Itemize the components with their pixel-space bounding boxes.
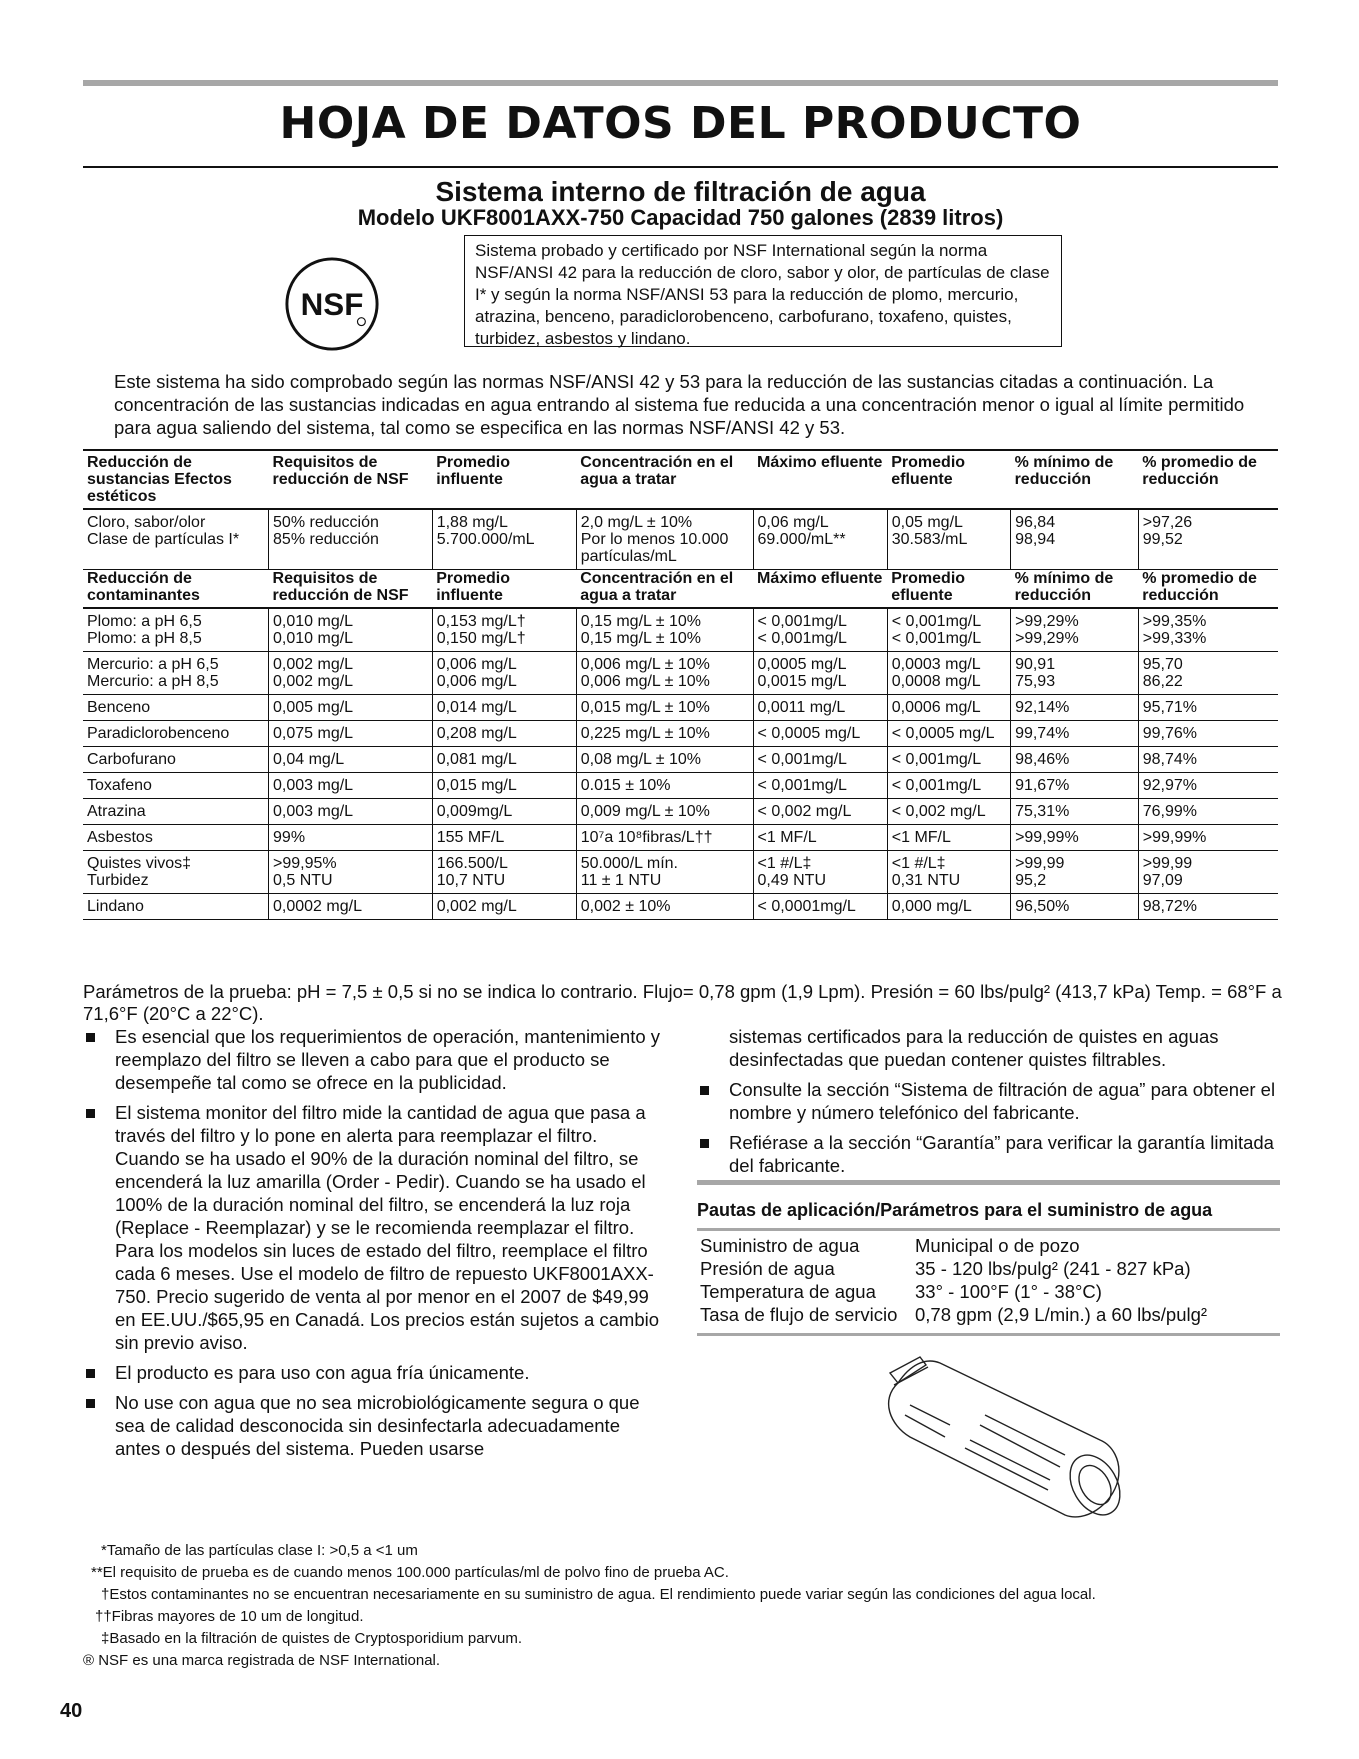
table-cell: < 0,001mg/L xyxy=(753,747,887,773)
table-cell: 98,74% xyxy=(1138,747,1278,773)
model-line: Modelo UKF8001AXX-750 Capacidad 750 galones (2839 litros) xyxy=(357,205,1004,230)
right-column xyxy=(697,1025,1280,1184)
column-header: Promedio efluente xyxy=(887,450,1010,509)
guideline-label: Presión de agua xyxy=(700,1258,835,1279)
table-cell: 0,003 mg/L xyxy=(269,773,433,799)
guideline-value: 35 - 120 lbs/pulg² (241 - 827 kPa) xyxy=(915,1258,1191,1279)
table-cell: 0,002 ± 10% xyxy=(576,894,753,920)
table-row xyxy=(83,509,1278,570)
table-cell: 99% xyxy=(269,825,433,851)
table-cell: Cloro, sabor/olor Clase de partículas I* xyxy=(83,509,269,570)
guideline-label: Tasa de flujo de servicio xyxy=(700,1304,898,1325)
guidelines-bottom-rule xyxy=(697,1333,1280,1336)
table-cell: < 0,0005 mg/L xyxy=(753,721,887,747)
list-item-text: Consulte la sección “Sistema de filtración de agua” para obtener el nombre y número telefónico del fabricante. xyxy=(729,1079,1276,1123)
table-cell: 0,225 mg/L ± 10% xyxy=(576,721,753,747)
table-cell: < 0,001mg/L < 0,001mg/L xyxy=(887,608,1010,652)
list-item xyxy=(83,1361,663,1384)
footnote: **El requisito de prueba es de cuando menos 100.000 partículas/ml de polvo fino de prueba AC. xyxy=(91,1564,729,1581)
table-cell: 0,002 mg/L 0,002 mg/L xyxy=(269,652,433,695)
guideline-row xyxy=(697,1257,1280,1280)
table-cell: 95,70 86,22 xyxy=(1138,652,1278,695)
bullet-square-icon xyxy=(86,1033,95,1042)
table-cell: >97,26 99,52 xyxy=(1138,509,1278,570)
table-cell: 99,76% xyxy=(1138,721,1278,747)
column-header: Máximo efluente xyxy=(753,450,887,509)
table-cell: 0,081 mg/L xyxy=(432,747,576,773)
water-filter-illustration xyxy=(850,1345,1140,1525)
table-cell: 0,009 mg/L ± 10% xyxy=(576,799,753,825)
list-item-text: El sistema monitor del filtro mide la cantidad de agua que pasa a través del filtro y lo pone en alerta para reemplazar el filtro. Cuando se ha usado el 90% de la duración nominal del filtro, se encenderá la luz amarilla (Order - Pedir). Cuando se ha usado el 100% de la duración nominal del filtro, se encenderá la luz roja (Replace - Reemplazar) y se le recomienda reemplazar el filtro. Para los modelos sin luces de estado del filtro, reemplace el filtro cada 6 meses. Use el modelo de filtro de repuesto UKF8001AXX-750. Precio sugerido de venta al por menor en el 2007 de $49,99 en EE.UU./$65,95 en Canadá. Los precios están sujetos a cambio sin previo aviso. xyxy=(115,1102,660,1353)
table-cell: 0,0006 mg/L xyxy=(887,695,1010,721)
table-row xyxy=(83,894,1278,920)
list-item xyxy=(83,1101,663,1354)
guidelines-top-rule xyxy=(697,1180,1280,1185)
table-cell: 50% reducción 85% reducción xyxy=(269,509,433,570)
table-cell: 0,208 mg/L xyxy=(432,721,576,747)
footnote: †Estos contaminantes no se encuentran necesariamente en su suministro de agua. El rendimiento puede variar según las condiciones del agua local. xyxy=(101,1586,1096,1603)
certification-box: Sistema probado y certificado por NSF International según la norma NSF/ANSI 42 para la reducción de cloro, sabor y olor, de partículas de clase I* y según la norma NSF/ANSI 53 para la reducción de plomo, mercurio, atrazina, benceno, paradiclorobenceno, carbofurano, toxafeno, quistes, turbidez, asbestos y lindano. xyxy=(464,235,1062,347)
table-cell: < 0,001mg/L < 0,001mg/L xyxy=(753,608,887,652)
table-cell: 0,0011 mg/L xyxy=(753,695,887,721)
table-cell: >99,99% xyxy=(1011,825,1139,851)
table-cell: 0,002 mg/L xyxy=(432,894,576,920)
table-cell: <1 MF/L xyxy=(887,825,1010,851)
table-cell: 0,010 mg/L 0,010 mg/L xyxy=(269,608,433,652)
table-cell: Benceno xyxy=(83,695,269,721)
table-cell: <1 #/L‡ 0,31 NTU xyxy=(887,851,1010,894)
table-cell: Plomo: a pH 6,5 Plomo: a pH 8,5 xyxy=(83,608,269,652)
column-header: Requisitos de reducción de NSF xyxy=(269,570,433,609)
guidelines-table xyxy=(697,1234,1280,1326)
table-cell: 0,075 mg/L xyxy=(269,721,433,747)
table-cell: 95,71% xyxy=(1138,695,1278,721)
table-cell: 1,88 mg/L 5.700.000/mL xyxy=(432,509,576,570)
list-item xyxy=(83,1025,663,1094)
table-cell: < 0,0001mg/L xyxy=(753,894,887,920)
top-rule xyxy=(83,80,1278,86)
table-cell: 166.500/L 10,7 NTU xyxy=(432,851,576,894)
table-cell: Toxafeno xyxy=(83,773,269,799)
table-cell: 96,50% xyxy=(1011,894,1139,920)
table-cell: Paradiclorobenceno xyxy=(83,721,269,747)
table-row xyxy=(83,799,1278,825)
table-row xyxy=(83,851,1278,894)
table-cell: 75,31% xyxy=(1011,799,1139,825)
table-cell: 0,003 mg/L xyxy=(269,799,433,825)
footnote: ††Fibras mayores de 10 um de longitud. xyxy=(95,1608,364,1625)
table-cell: <1 #/L‡ 0,49 NTU xyxy=(753,851,887,894)
column-header: Promedio influente xyxy=(432,570,576,609)
table-cell: Atrazina xyxy=(83,799,269,825)
column-header: % promedio de reducción xyxy=(1138,570,1278,609)
footnote: *Tamaño de las partículas clase I: >0,5 a <1 um xyxy=(101,1542,418,1559)
table-cell: 0,006 mg/L ± 10% 0,006 mg/L ± 10% xyxy=(576,652,753,695)
table-cell: 0.015 ± 10% xyxy=(576,773,753,799)
bullet-square-icon xyxy=(86,1369,95,1378)
guideline-value: 0,78 gpm (2,9 L/min.) a 60 lbs/pulg² xyxy=(915,1304,1208,1325)
table-cell: 0,000 mg/L xyxy=(887,894,1010,920)
table-header-row xyxy=(83,570,1278,609)
table-cell: < 0,001mg/L xyxy=(887,773,1010,799)
table-cell: 90,91 75,93 xyxy=(1011,652,1139,695)
table-cell: 10⁷a 10⁸fibras/L†† xyxy=(576,825,753,851)
table-row xyxy=(83,652,1278,695)
table-cell: 92,14% xyxy=(1011,695,1139,721)
table-cell: >99,95% 0,5 NTU xyxy=(269,851,433,894)
table-cell: 0,0003 mg/L 0,0008 mg/L xyxy=(887,652,1010,695)
bullet-square-icon xyxy=(86,1399,95,1408)
intro-paragraph: Este sistema ha sido comprobado según las normas NSF/ANSI 42 y 53 para la reducción de las sustancias citadas a continuación. La concentración de las sustancias indicadas en agua entrando al sistema fue reducida a una concentración menor o igual al límite permitido para agua saliendo del sistema, tal como se especifica en las normas NSF/ANSI 42 y 53. xyxy=(114,371,1245,438)
table-cell: 0,06 mg/L 69.000/mL** xyxy=(753,509,887,570)
table-cell: >99,99 97,09 xyxy=(1138,851,1278,894)
table-cell: 76,99% xyxy=(1138,799,1278,825)
table-cell: Asbestos xyxy=(83,825,269,851)
list-item xyxy=(697,1078,1280,1124)
footnotes xyxy=(83,1540,1283,1672)
table-cell: 96,84 98,94 xyxy=(1011,509,1139,570)
guideline-row xyxy=(697,1234,1280,1257)
table-cell: 155 MF/L xyxy=(432,825,576,851)
nsf-logo-text: NSF xyxy=(300,286,364,322)
guideline-value: Municipal o de pozo xyxy=(915,1235,1080,1256)
list-item-text: El producto es para uso con agua fría únicamente. xyxy=(115,1362,530,1383)
list-item-text: Es esencial que los requerimientos de operación, mantenimiento y reemplazo del filtro se lleven a cabo para que el producto se desempeñe tal como se ofrece en la publicidad. xyxy=(115,1026,661,1093)
table-row xyxy=(83,825,1278,851)
table-cell: 50.000/L mín. 11 ± 1 NTU xyxy=(576,851,753,894)
manufacturer-list xyxy=(697,1078,1280,1177)
table-cell: 99,74% xyxy=(1011,721,1139,747)
table-cell: < 0,001mg/L xyxy=(887,747,1010,773)
guidelines-title: Pautas de aplicación/Parámetros para el suministro de agua xyxy=(697,1200,1213,1220)
nsf-logo xyxy=(283,255,381,353)
column-header: Requisitos de reducción de NSF xyxy=(269,450,433,509)
table-cell: >99,99 95,2 xyxy=(1011,851,1139,894)
requirements-list xyxy=(83,1025,663,1460)
table-cell: < 0,002 mg/L xyxy=(753,799,887,825)
bullet-square-icon xyxy=(700,1139,709,1148)
table-cell: 0,04 mg/L xyxy=(269,747,433,773)
table-cell: >99,99% xyxy=(1138,825,1278,851)
table-cell: 98,46% xyxy=(1011,747,1139,773)
page-number: 40 xyxy=(60,1700,83,1722)
table-cell: 0,006 mg/L 0,006 mg/L xyxy=(432,652,576,695)
table-cell: 0,08 mg/L ± 10% xyxy=(576,747,753,773)
table-cell: 0,005 mg/L xyxy=(269,695,433,721)
list-item xyxy=(83,1391,663,1460)
test-parameters: Parámetros de la prueba: pH = 7,5 ± 0,5 si no se indica lo contrario. Flujo= 0,78 gpm (1,9 Lpm). Presión = 60 lbs/pulg² (413,7 kPa) Temp. = 68°F a 71,6°F (20°C a 22°C). xyxy=(83,981,1282,1024)
table-row xyxy=(83,608,1278,652)
table-cell: Quistes vivos‡ Turbidez xyxy=(83,851,269,894)
table-cell: 0,05 mg/L 30.583/mL xyxy=(887,509,1010,570)
table-row xyxy=(83,773,1278,799)
bullet-square-icon xyxy=(700,1086,709,1095)
guideline-row xyxy=(697,1303,1280,1326)
table-cell: Carbofurano xyxy=(83,747,269,773)
column-header: Reducción de contaminantes xyxy=(83,570,269,609)
guideline-label: Temperatura de agua xyxy=(700,1281,876,1302)
guidelines-rule xyxy=(697,1228,1280,1231)
table-cell: 0,009mg/L xyxy=(432,799,576,825)
table-cell: 0,015 mg/L xyxy=(432,773,576,799)
page-title: HOJA DE DATOS DEL PRODUCTO xyxy=(279,98,1082,149)
bullet-square-icon xyxy=(86,1109,95,1118)
table-cell: 0,15 mg/L ± 10% 0,15 mg/L ± 10% xyxy=(576,608,753,652)
table-cell: 2,0 mg/L ± 10% Por lo menos 10.000 partículas/mL xyxy=(576,509,753,570)
column-header: % mínimo de reducción xyxy=(1011,450,1139,509)
table-header-row xyxy=(83,450,1278,509)
table-cell: < 0,002 mg/L xyxy=(887,799,1010,825)
bullet-continuation: sistemas certificados para la reducción de quistes en aguas desinfectadas que puedan contener quistes filtrables. xyxy=(729,1026,1219,1070)
column-header: Concentración en el agua a tratar xyxy=(576,450,753,509)
table-cell: Lindano xyxy=(83,894,269,920)
footnote: ‡Basado en la filtración de quistes de Cryptosporidium parvum. xyxy=(101,1630,523,1647)
column-header: % mínimo de reducción xyxy=(1011,570,1139,609)
list-item-text: Refiérase a la sección “Garantía” para verificar la garantía limitada del fabricante. xyxy=(729,1132,1274,1176)
table-cell: < 0,001mg/L xyxy=(753,773,887,799)
table-cell: 91,67% xyxy=(1011,773,1139,799)
subtitle: Sistema interno de filtración de agua xyxy=(435,176,926,207)
footnote: ® NSF es una marca registrada de NSF International. xyxy=(83,1652,441,1669)
column-header: Promedio efluente xyxy=(887,570,1010,609)
table-cell: >99,29% >99,29% xyxy=(1011,608,1139,652)
table-cell: 0,0002 mg/L xyxy=(269,894,433,920)
column-header: % promedio de reducción xyxy=(1138,450,1278,509)
table-cell: 0,015 mg/L ± 10% xyxy=(576,695,753,721)
column-header: Máximo efluente xyxy=(753,570,887,609)
guideline-label: Suministro de agua xyxy=(700,1235,860,1256)
column-header: Reducción de sustancias Efectos estéticos xyxy=(83,450,269,509)
list-item-text: No use con agua que no sea microbiológicamente segura o que sea de calidad desconocida sin desinfectarla adecuadamente antes o después del sistema. Pueden usarse xyxy=(115,1392,640,1459)
performance-data-table xyxy=(83,449,1278,920)
guideline-value: 33° - 100°F (1° - 38°C) xyxy=(915,1281,1102,1302)
left-column xyxy=(83,1025,663,1467)
table-cell: Mercurio: a pH 6,5 Mercurio: a pH 8,5 xyxy=(83,652,269,695)
column-header: Concentración en el agua a tratar xyxy=(576,570,753,609)
column-header: Promedio influente xyxy=(432,450,576,509)
list-item xyxy=(697,1131,1280,1177)
table-cell: 98,72% xyxy=(1138,894,1278,920)
table-cell: 0,0005 mg/L 0,0015 mg/L xyxy=(753,652,887,695)
guideline-row xyxy=(697,1280,1280,1303)
table-row xyxy=(83,721,1278,747)
table-cell: < 0,0005 mg/L xyxy=(887,721,1010,747)
table-cell: 0,014 mg/L xyxy=(432,695,576,721)
table-row xyxy=(83,695,1278,721)
table-row xyxy=(83,747,1278,773)
title-rule xyxy=(83,166,1278,168)
table-cell: <1 MF/L xyxy=(753,825,887,851)
table-cell: 92,97% xyxy=(1138,773,1278,799)
table-cell: 0,153 mg/L† 0,150 mg/L† xyxy=(432,608,576,652)
table-cell: >99,35% >99,33% xyxy=(1138,608,1278,652)
